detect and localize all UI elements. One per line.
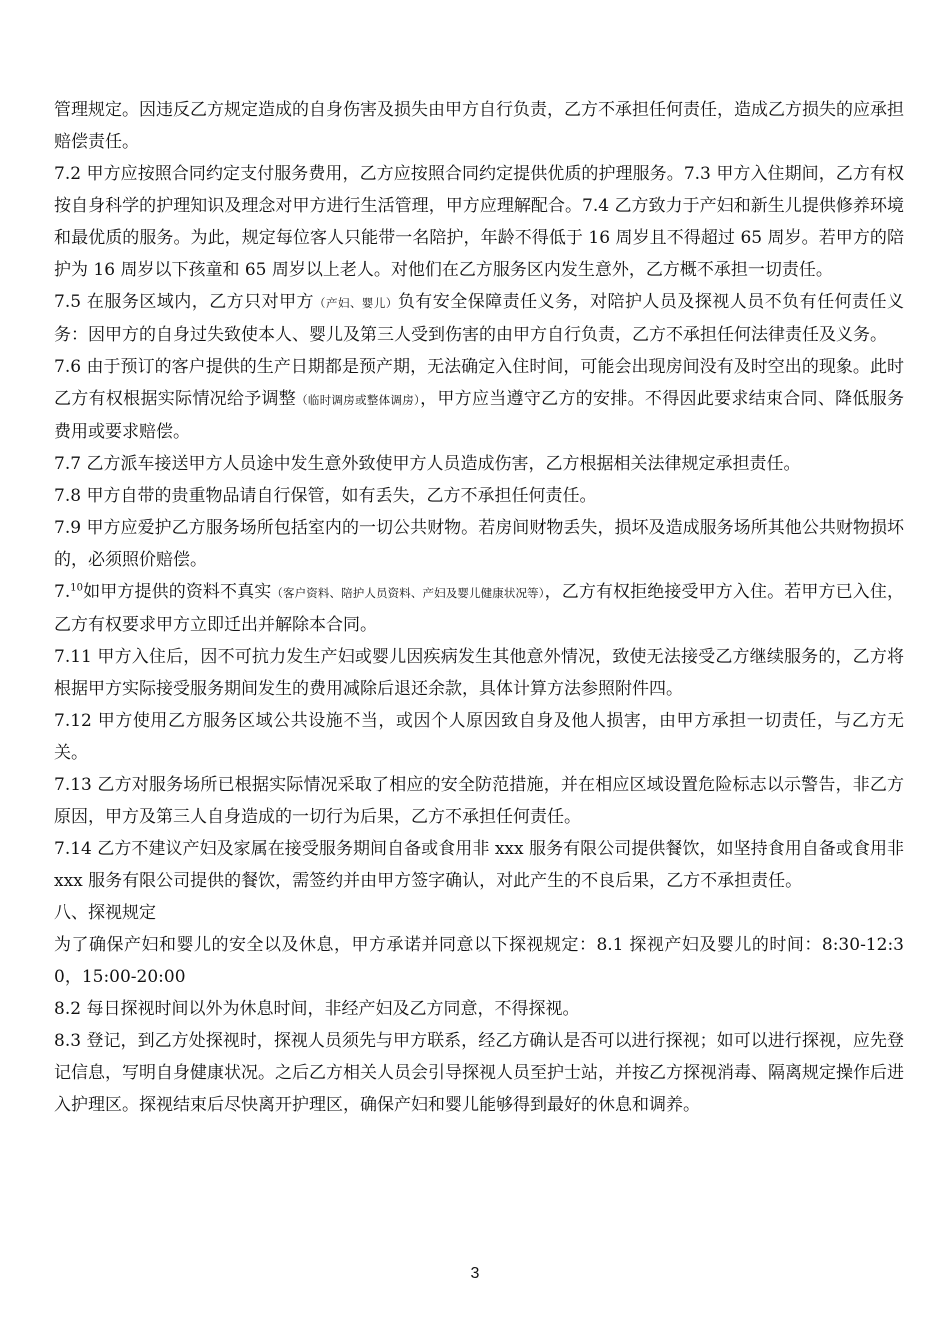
paragraph-text: ，乙方有权拒绝接受甲方入住。若甲方已入住，乙方有权要求甲方立即迁出并解除本合同。 — [54, 582, 904, 635]
clause-7-12 — [54, 705, 904, 769]
superscript-number: 10 — [70, 582, 83, 594]
paragraph-text: 如甲方提供的资料不真实 — [82, 582, 272, 602]
clause-8-2 — [54, 993, 904, 1025]
section-heading — [54, 897, 904, 929]
paragraph-text: 7.7 乙方派车接送甲方人员途中发生意外致使甲方人员造成伤害，乙方根据相关法律规定承担责任。 — [54, 454, 801, 474]
paragraph-text: ，甲方应当遵守乙方的安排。不得因此要求结束合同、降低服务费用或要求赔偿。 — [54, 389, 905, 442]
clause-8-1 — [54, 929, 904, 993]
page-number: 3 — [470, 1265, 480, 1282]
paragraph-text: 8.2 每日探视时间以外为休息时间，非经产妇及乙方同意，不得探视。 — [54, 999, 580, 1019]
paragraph-text: 管理规定。因违反乙方规定造成的自身伤害及损失由甲方自行负责，乙方不承担任何责任，造成乙方损失的应承担赔偿责任。 — [54, 100, 904, 152]
clause-8-3 — [54, 1025, 904, 1121]
paragraph-intro — [54, 94, 904, 158]
clause-7-9 — [54, 512, 904, 576]
small-note: （客户资料、陪护人员资料、产妇及婴儿健康状况等） — [271, 586, 545, 600]
clause-7-8 — [54, 480, 904, 512]
paragraph-text: 7.12 甲方使用乙方服务区域公共设施不当，或因个人原因致自身及他人损害，由甲方承担一切责任，与乙方无关。 — [54, 711, 904, 763]
document-body — [54, 94, 904, 1121]
paragraph-text: 负有安全保障责任义务，对陪护人员及探视人员不负有任何责任义务：因甲方的自身过失致使本人、婴儿及第三人受到伤害的由甲方自行负责，乙方不承担任何法律责任及义务。 — [54, 292, 904, 345]
clause-7-5 — [54, 286, 904, 351]
paragraph-text: 7.13 乙方对服务场所已根据实际情况采取了相应的安全防范措施，并在相应区域设置危险标志以示警告，非乙方原因，甲方及第三人自身造成的一切行为后果，乙方不承担任何责任。 — [54, 775, 904, 827]
clause-7-13 — [54, 769, 904, 833]
clause-7-10 — [54, 576, 904, 641]
small-note: （临时调房或整体调房） — [296, 393, 421, 407]
clause-7-6 — [54, 351, 904, 448]
clause-7-7 — [54, 448, 904, 480]
clause-7-14 — [54, 833, 904, 897]
paragraph-text: 8.3 登记，到乙方处探视时，探视人员须先与甲方联系，经乙方确认是否可以进行探视；如可以进行探视，应先登记信息，写明自身健康状况。之后乙方相关人员会引导探视人员至护士站，并按乙方探视消毒、隔离规定操作后进入护理区。探视结束后尽快离开护理区，确保产妇和婴儿能够得到最好的休息和调养。 — [54, 1031, 904, 1115]
paragraph-text: 7.8 甲方自带的贵重物品请自行保管，如有丢失，乙方不承担任何责任。 — [54, 486, 597, 506]
clause-7-2 — [54, 158, 904, 286]
paragraph-text: 7.9 甲方应爱护乙方服务场所包括室内的一切公共财物。若房间财物丢失，损坏及造成服务场所其他公共财物损坏的，必须照价赔偿。 — [54, 518, 904, 570]
paragraph-text: 7. — [54, 582, 71, 602]
paragraph-text: 7.2 甲方应按照合同约定支付服务费用，乙方应按照合同约定提供优质的护理服务。7.3 甲方入住期间，乙方有权按自身科学的护理知识及理念对甲方进行生活管理，甲方应理解配合。7.4 乙方致力于产妇和新生儿提供修养环境和最优质的服务。为此，规定每位客人只能带一名陪护，年龄不得低于 16 周岁且不得超过 65 周岁。若甲方的陪护为 16 周岁以下孩童和 65 周岁以上老人。对他们在乙方服务区内发生意外，乙方概不承担一切责任。 — [54, 164, 904, 280]
paragraph-text: 7.14 乙方不建议产妇及家属在接受服务期间自备或食用非 xxx 服务有限公司提供餐饮，如坚持食用自备或食用非 xxx 服务有限公司提供的餐饮，需签约并由甲方签字确认，对此产生的不良后果，乙方不承担责任。 — [54, 839, 904, 891]
clause-7-11 — [54, 641, 904, 705]
paragraph-text: 7.11 甲方入住后，因不可抗力发生产妇或婴儿因疾病发生其他意外情况，致使无法接受乙方继续服务的，乙方将根据甲方实际接受服务期间发生的费用减除后退还余款，具体计算方法参照附件四。 — [54, 647, 904, 699]
paragraph-text: 7.5 在服务区域内，乙方只对甲方 — [54, 292, 315, 312]
paragraph-text: 为了确保产妇和婴儿的安全以及休息，甲方承诺并同意以下探视规定：8.1 探视产妇及婴儿的时间：8:30-12:30，15:00-20:00 — [54, 935, 904, 987]
small-note: （产妇、婴儿） — [314, 296, 398, 310]
heading-text: 八、探视规定 — [54, 903, 156, 923]
paragraph-text: 7.6 由于预订的客户提供的生产日期都是预产期，无法确定入住时间，可能会出现房间没有及时空出的现象。此时乙方有权根据实际情况给予调整 — [54, 357, 904, 409]
